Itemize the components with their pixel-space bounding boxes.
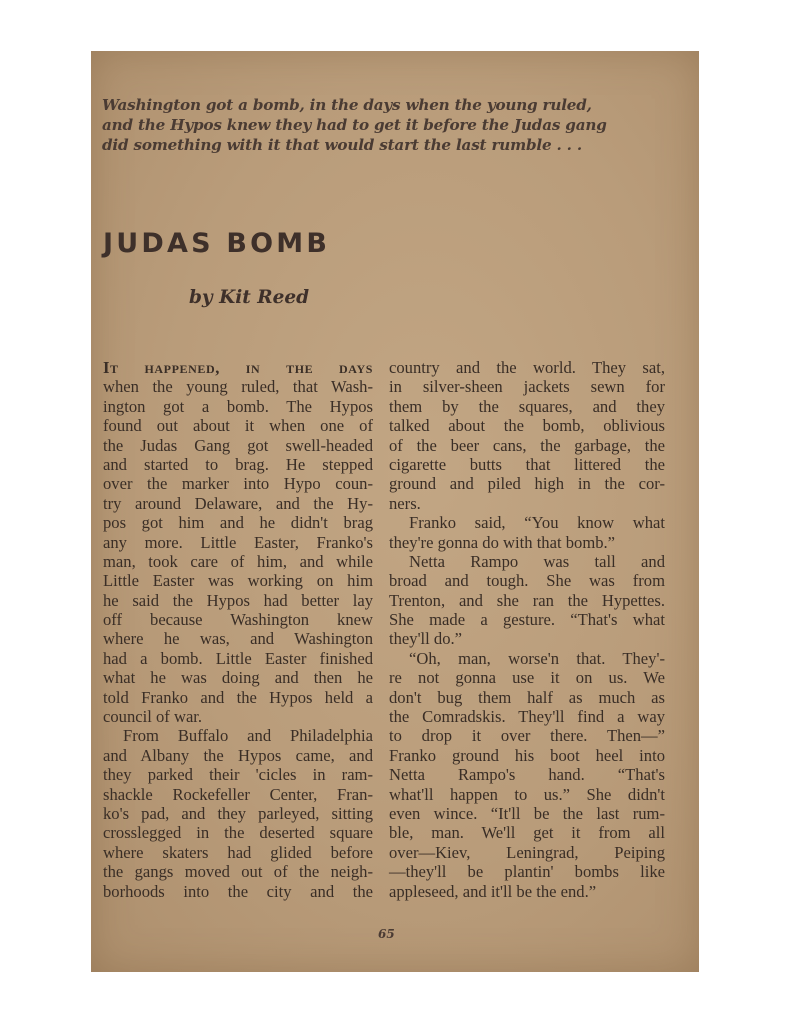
text-line: Little Easter was working on him — [103, 571, 373, 591]
text-line: and started to brag. He stepped — [103, 454, 373, 474]
text-line: ground and piled high in the cor- — [389, 474, 665, 494]
blurb-line: Washington got a bomb, in the days when the young ruled, — [102, 96, 592, 114]
text-line: where skaters had glided before — [103, 842, 373, 862]
text-line: over—Kiev, Leningrad, Peiping — [389, 842, 665, 862]
text-line: and Albany the Hypos came, and — [103, 745, 373, 765]
text-line: Franko said, “You know what — [409, 513, 665, 533]
text-line: ble, man. We'll get it from all — [389, 823, 665, 843]
text-line: to drop it over there. Then—” — [389, 726, 665, 746]
story-title: JUDAS BOMB — [103, 228, 331, 259]
text-line: ko's pad, and they parleyed, sitting — [103, 803, 373, 823]
text-line: man, took care of him, and while — [103, 551, 373, 571]
text-line: even wince. “It'll be the last rum- — [389, 803, 665, 823]
blurb-line: and the Hypos knew they had to get it before the Judas gang — [102, 116, 607, 134]
text-line: them by the squares, and they — [389, 396, 665, 416]
blurb-line: did something with it that would start the last rumble . . . — [102, 136, 582, 154]
text-line: pos got him and he didn't brag — [103, 513, 373, 533]
text-line: told Franko and the Hypos held a — [103, 687, 373, 707]
text-column-left — [103, 358, 373, 901]
text-line: the Comradskis. They'll find a way — [389, 707, 665, 727]
text-line: what'll happen to us.” She didn't — [389, 784, 665, 804]
text-line: ington got a bomb. The Hypos — [103, 396, 373, 416]
text-line: in silver-sheen jackets sewn for — [389, 377, 665, 397]
text-line: broad and tough. She was from — [389, 571, 665, 591]
text-line: the Judas Gang got swell-headed — [103, 435, 373, 455]
text-line: the gangs moved out of the neigh- — [103, 862, 373, 882]
text-line: She made a gesture. “That's what — [389, 610, 665, 630]
text-line: when the young ruled, that Wash- — [103, 377, 373, 397]
text-line: Franko ground his boot heel into — [389, 745, 665, 765]
text-line: had a bomb. Little Easter finished — [103, 648, 373, 668]
text-line: where he was, and Washington — [103, 629, 373, 649]
text-line: talked about the bomb, oblivious — [389, 416, 665, 436]
text-line: cigarette butts that littered the — [389, 454, 665, 474]
text-line: shackle Rockefeller Center, Fran- — [103, 784, 373, 804]
story-blurb — [102, 95, 622, 155]
text-column-right — [389, 358, 665, 901]
text-line: From Buffalo and Philadelphia — [123, 726, 373, 746]
page-number: 65 — [378, 927, 395, 941]
text-line: they parked their 'cicles in ram- — [103, 765, 373, 785]
book-page — [91, 51, 699, 972]
text-line: what he was doing and then he — [103, 668, 373, 688]
text-line: country and the world. They sat, — [389, 358, 665, 377]
text-line: off because Washington knew — [103, 610, 373, 630]
text-line: ners. — [389, 493, 421, 513]
text-line: try around Delaware, and the Hy- — [103, 493, 373, 513]
opening-small-caps: It happened, in the days — [103, 358, 373, 377]
text-line: Trenton, and she ran the Hypettes. — [389, 590, 665, 610]
text-line: —they'll be plantin' bombs like — [389, 862, 665, 882]
opening-line — [103, 358, 373, 377]
text-line: “Oh, man, worse'n that. They'- — [409, 648, 665, 668]
author-byline: by Kit Reed — [189, 287, 310, 308]
text-line: don't bug them half as much as — [389, 687, 665, 707]
text-line: re not gonna use it on us. We — [389, 668, 665, 688]
text-line: they're gonna do with that bomb.” — [389, 532, 616, 552]
text-line: any more. Little Easter, Franko's — [103, 532, 373, 552]
text-line: they'll do.” — [389, 629, 463, 649]
text-line: council of war. — [103, 707, 203, 727]
text-line: borhoods into the city and the — [103, 881, 373, 901]
text-line: crosslegged in the deserted square — [103, 823, 373, 843]
text-line: over the marker into Hypo coun- — [103, 474, 373, 494]
text-line: Netta Rampo's hand. “That's — [389, 765, 665, 785]
text-line: appleseed, and it'll be the end.” — [389, 881, 597, 901]
text-line: Netta Rampo was tall and — [409, 551, 665, 571]
text-line: of the beer cans, the garbage, the — [389, 435, 665, 455]
text-line: found out about it when one of — [103, 416, 373, 436]
text-line: he said the Hypos had better lay — [103, 590, 373, 610]
